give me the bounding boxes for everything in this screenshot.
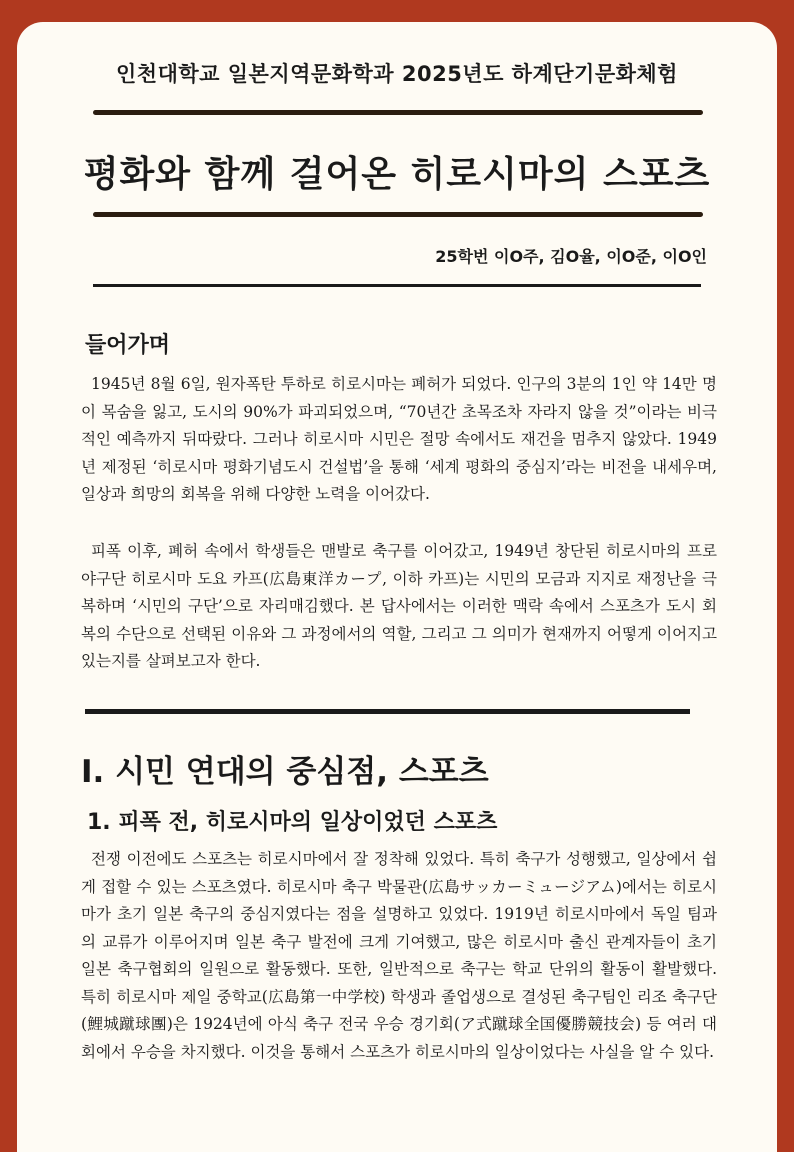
intro-paragraph-1: 1945년 8월 6일, 원자폭탄 투하로 히로시마는 폐허가 되었다. 인구의 3분의 1인 약 14만 명이 목숨을 잃고, 도시의 90%가 파괴되었으며, “70년간 초목조차 자라지 않을 것”이라는 비극적인 예측까지 뒤따랐다. 그러나 히로시마 시민은 절망 속에서도 재건을 멈추지 않았다. 1949년 제정된 ‘히로시마 평화기념도시 건설법’을 통해 ‘세계 평화의 중심지’라는 비전을 내세우며, 일상과 희망의 회복을 위해 다양한 노력을 이어갔다. xyxy=(81,375,717,503)
title-bottom-rule xyxy=(93,212,703,217)
document-page xyxy=(17,22,777,1152)
document-title: 평화와 함께 걸어온 히로시마의 스포츠 xyxy=(83,154,711,195)
subsection-1-paragraph: 전쟁 이전에도 스포츠는 히로시마에서 잘 정착해 있었다. 특히 축구가 성행했고, 일상에서 쉽게 접할 수 있는 스포츠였다. 히로시마 축구 박물관(広島サッカーミュージアム)에서는 히로시마가 초기 일본 축구의 중심지였다는 점을 설명하고 있었다. 1919년 히로시마에서 독일 팀과의 교류가 이루어지며 일본 축구 발전에 크게 기여했고, 많은 히로시마 출신 관계자들이 초기 일본 축구협회의 일원으로 활동했다. 또한, 일반적으로 축구는 학교 단위의 활동이 활발했다. 특히 히로시마 제일 중학교(広島第一中学校) 학생과 졸업생으로 결성된 축구팀인 리조 축구단(鯉城蹴球團)은 1924년에 아식 축구 전국 우승 경기회(ア式蹴球全国優勝競技会) 등 여러 대회에서 우승을 차지했다. 이것을 통해서 스포츠가 히로시마의 일상이었다는 사실을 알 수 있다. xyxy=(81,850,717,1061)
intro-paragraph-2: 피폭 이후, 폐허 속에서 학생들은 맨발로 축구를 이어갔고, 1949년 창단된 히로시마의 프로 야구단 히로시마 도요 카프(広島東洋カープ, 이하 카프)는 시민의 모금과 지지로 재정난을 극복하며 ‘시민의 구단’으로 자리매김했다. 본 답사에서는 이러한 맥락 속에서 스포츠가 도시 회복의 수단으로 선택된 이유와 그 과정에서의 역할, 그리고 그 의미가 현재까지 어떻게 이어지고 있는지를 살펴보고자 한다. xyxy=(81,542,717,670)
course-line: 인천대학교 일본지역문화학과 2025년도 하계단기문화체험 xyxy=(116,62,678,86)
section-divider xyxy=(85,709,690,714)
section-1-heading: I. 시민 연대의 중심점, 스포츠 xyxy=(81,754,489,790)
title-top-rule xyxy=(93,110,703,115)
intro-heading: 들어가며 xyxy=(85,333,171,358)
authors-rule xyxy=(93,284,701,287)
subsection-1-heading: 1. 피폭 전, 히로시마의 일상이었던 스포츠 xyxy=(87,810,498,835)
authors-line: 25학번 이O주, 김O율, 이O준, 이O인 xyxy=(435,247,707,266)
